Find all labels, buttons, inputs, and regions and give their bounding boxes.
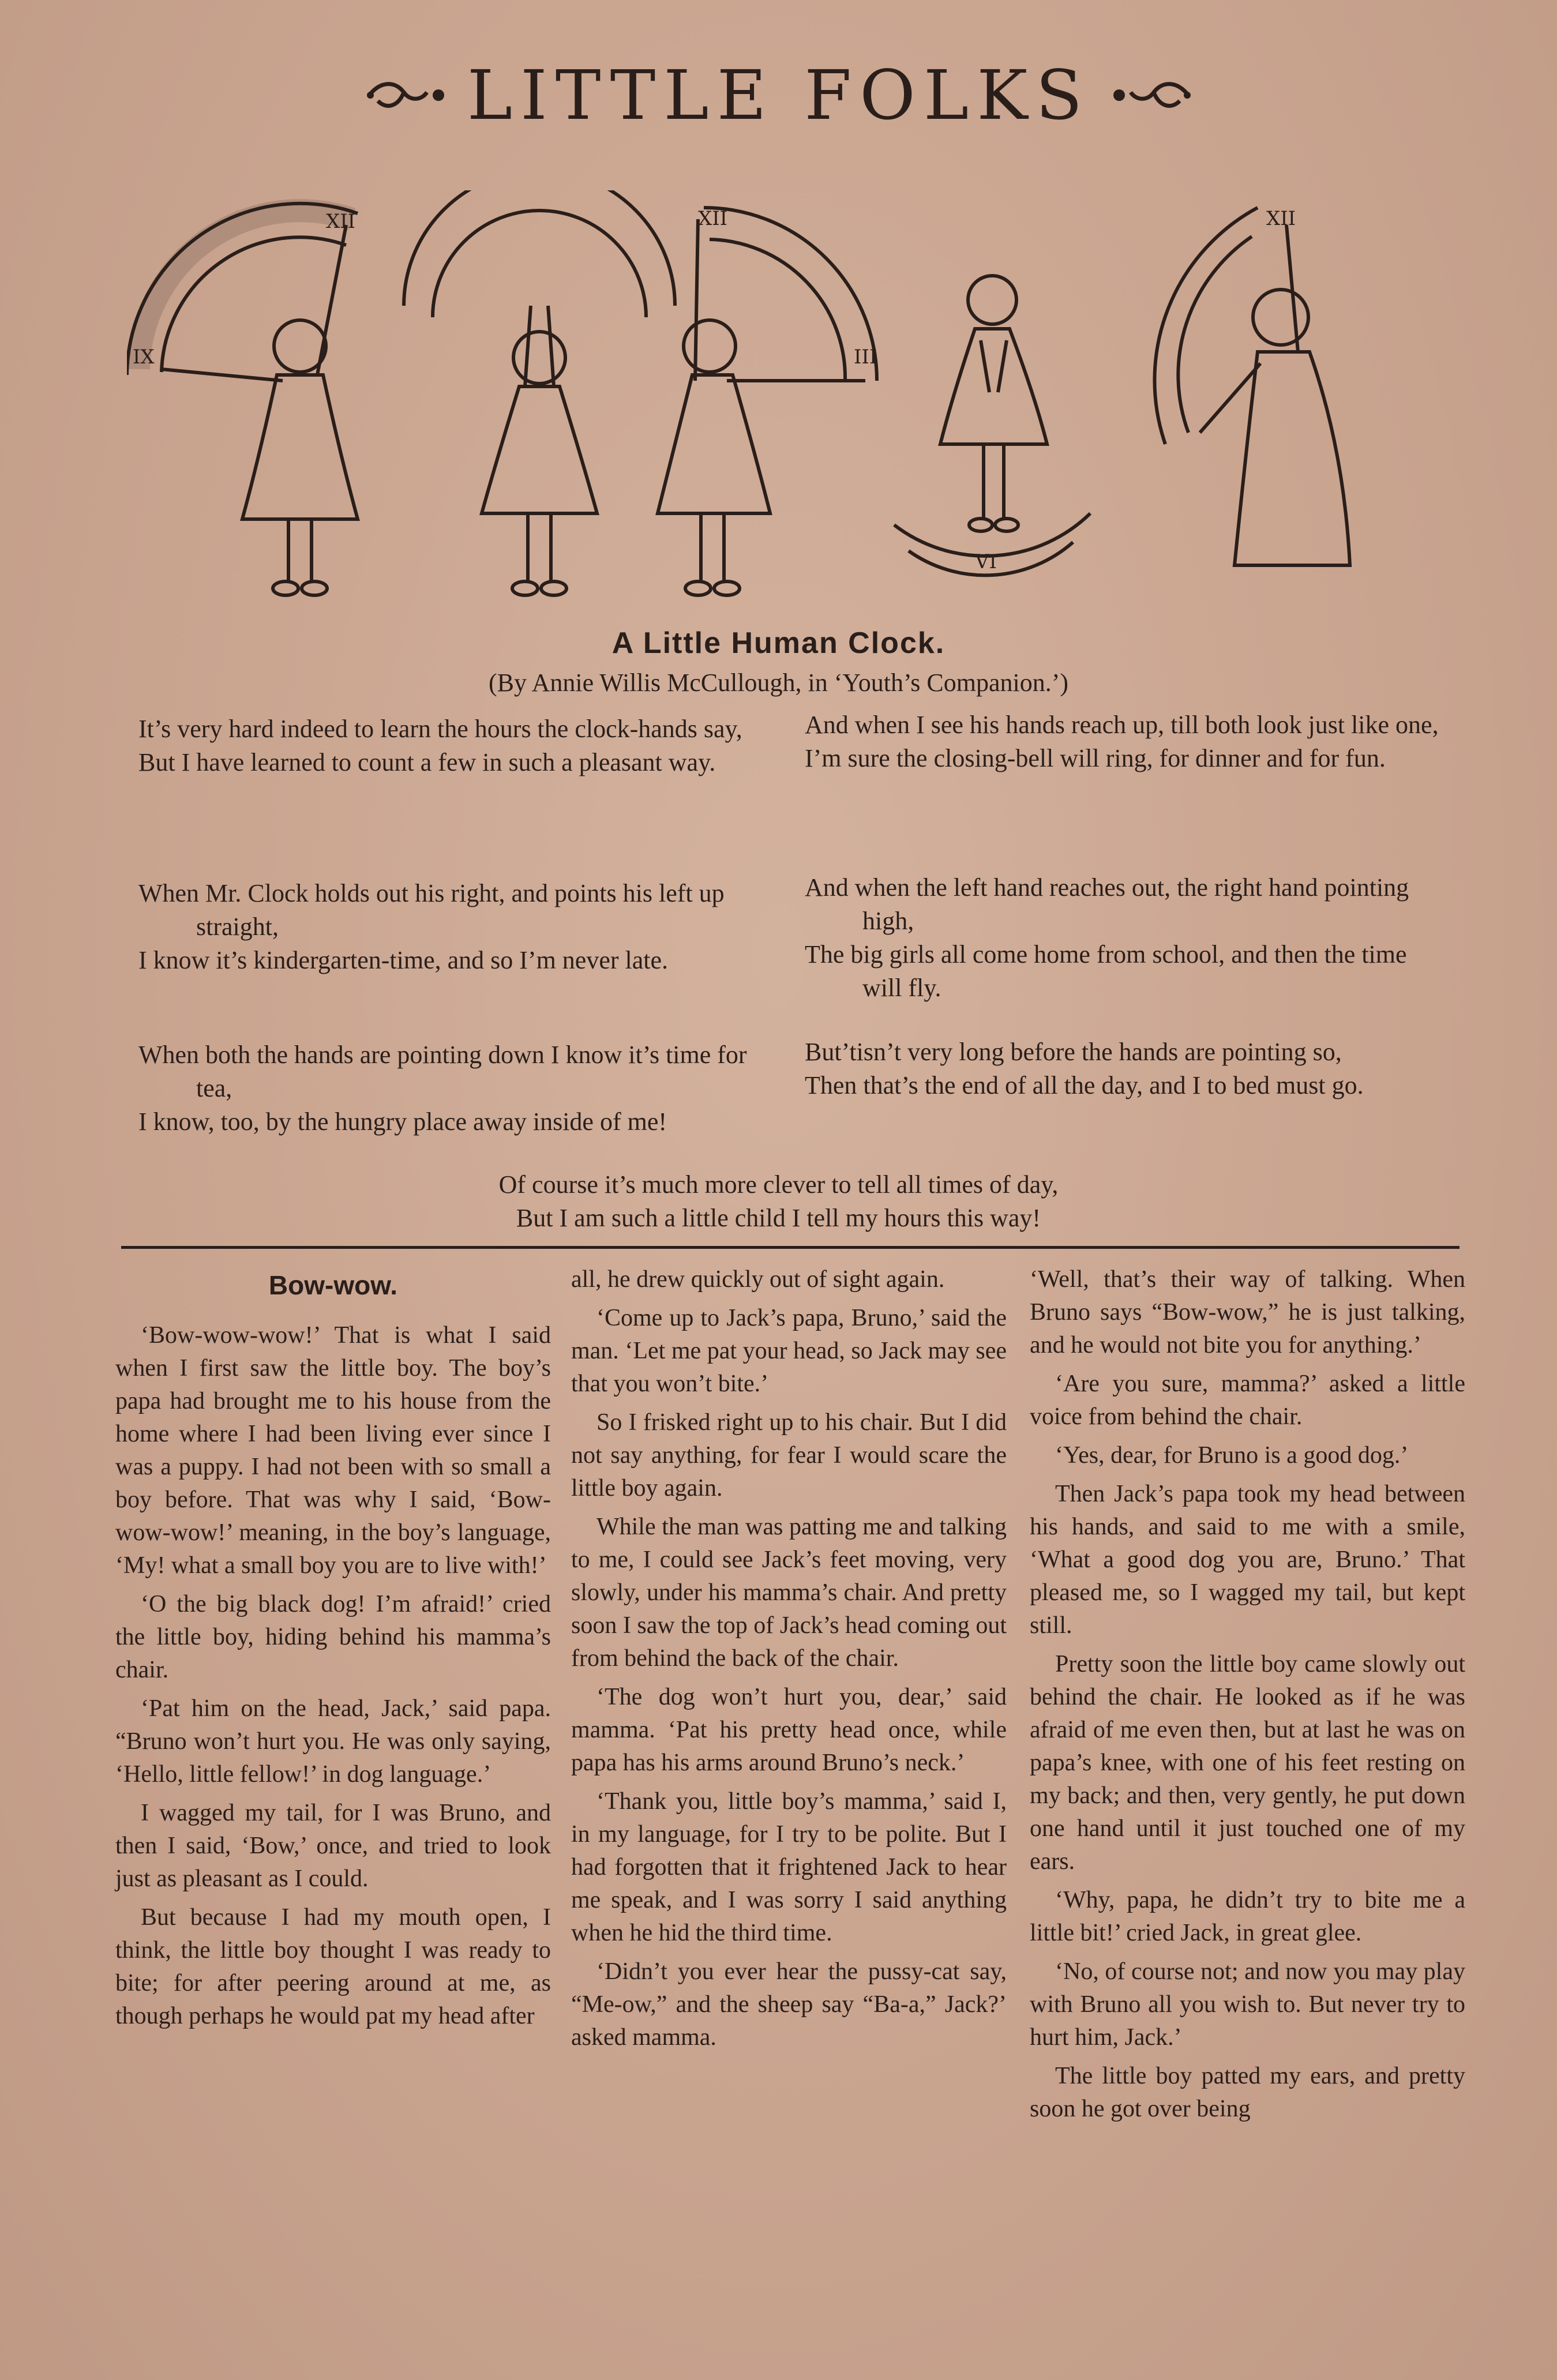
poem-title: A Little Human Clock.	[611, 626, 946, 660]
story-title: Bow-wow.	[268, 1270, 398, 1300]
section-divider	[121, 1246, 1460, 1249]
girl-figure-3	[658, 208, 877, 595]
poem-line: But’tisn’t very long before the hands are pointing so,	[805, 1038, 1342, 1066]
poem-stanza-right-2	[805, 871, 1451, 1005]
poem-closing-line-2: But I am such a little child I tell my hours this way!	[516, 1204, 1041, 1232]
numeral-iii-3: III	[854, 346, 877, 369]
girl-figure-2	[404, 190, 675, 595]
story-paragraph: ‘Yes, dear, for Bruno is a good dog.’	[1055, 1442, 1409, 1469]
poem-stanza-left-2	[138, 877, 761, 977]
story-paragraph: ‘O the big black dog! I’m afraid!’ cried the little boy, hiding behind his mamma’s chair.	[115, 1591, 551, 1683]
story-paragraph: ‘Bow-wow-wow!’ That is what I said when I first saw the little boy. The boy’s papa had brought me to his house from the home where I had been living ever since I was a puppy. I had not been with so small a boy before. That was why I said, ‘Bow-wow-wow!’ meaning, in the boy’s language, ‘My! what a small boy you are to live with!’	[115, 1322, 551, 1579]
story-paragraph: The little boy patted my ears, and pretty soon he got over being	[1030, 2063, 1465, 2122]
poem-line: It’s very hard indeed to learn the hours the clock-hands say,	[138, 715, 742, 743]
numeral-xii-5: XII	[1266, 207, 1296, 230]
story-paragraph: ‘Come up to Jack’s papa, Bruno,’ said the man. ‘Let me pat your head, so Jack may see that you won’t bite.’	[571, 1305, 1007, 1397]
poem-line: But I have learned to count a few in such a pleasant way.	[138, 748, 716, 776]
masthead	[346, 55, 1211, 136]
story-paragraph: ‘Well, that’s their way of talking. When Bruno says “Bow-wow,” he is just talking, and he would not bite you for anything.’	[1030, 1266, 1465, 1358]
poem-stanza-left-3	[138, 1038, 761, 1139]
story-paragraph: ‘Why, papa, he didn’t try to bite me a little bit!’ cried Jack, in great glee.	[1030, 1887, 1465, 1946]
poem-line: I’m sure the closing-bell will ring, for dinner and for fun.	[805, 744, 1386, 772]
story-paragraph: While the man was patting me and talking to me, I could see Jack’s feet moving, very slowly, under his mamma’s chair. And pretty soon I saw the top of Jack’s head coming out from behind the back of the chair.	[571, 1514, 1007, 1672]
right-flourish-ornament	[1108, 75, 1194, 115]
numeral-vi-4: VI	[975, 550, 997, 573]
poem-line: And when I see his hands reach up, till both look just like one,	[805, 711, 1439, 739]
story-paragraph: ‘Are you sure, mamma?’ asked a little voice from behind the chair.	[1030, 1371, 1465, 1430]
girl-figure-5	[1154, 208, 1350, 565]
girl-figure-4	[894, 276, 1090, 575]
story-paragraph: ‘Pat him on the head, Jack,’ said papa. “Bruno won’t hurt you. He was only saying, ‘Hello, little fellow!’ in dog language.’	[115, 1695, 551, 1788]
left-flourish-ornament	[363, 75, 450, 115]
story-paragraph: ‘Thank you, little boy’s mamma,’ said I, in my language, for I try to be polite. But I had forgotten that it frightened Jack to hear me speak, and I was sorry I said anything when he hid the third time.	[571, 1788, 1007, 1946]
masthead-title: LITTLE FOLKS	[467, 55, 1091, 135]
human-clock-illustration	[127, 190, 1413, 629]
numeral-xii-3: XII	[698, 207, 728, 230]
numeral-ix-1: IX	[133, 346, 155, 369]
story-paragraph: I wagged my tail, for I was Bruno, and then I said, ‘Bow,’ once, and tried to look just as pleasant as I could.	[115, 1800, 551, 1892]
poem-stanza-right-3	[805, 1035, 1451, 1102]
story-column-1	[115, 1263, 551, 2039]
story-paragraph: But because I had my mouth open, I think, the little boy thought I was ready to bite; for after peering around at me, as though perhaps he would pat my head after	[115, 1904, 551, 2029]
poem-line: Then that’s the end of all the day, and I to bed must go.	[805, 1071, 1364, 1099]
poem-line: When Mr. Clock holds out his right, and points his left up straight,	[138, 879, 725, 941]
girl-figure-1	[127, 204, 358, 595]
story-paragraph: Then Jack’s papa took my head between his hands, and said to me with a smile, ‘What a good dog you are, Bruno.’ That pleased me, so I wagged my tail, but kept still.	[1030, 1481, 1465, 1639]
poem-byline: (By Annie Willis McCullough, in ‘Youth’s Companion.’)	[489, 669, 1068, 697]
poem-line: The big girls all come home from school, and then the time will fly.	[805, 940, 1407, 1002]
poem-line: When both the hands are pointing down I know it’s time for tea,	[138, 1041, 747, 1102]
poem-stanza-right-1	[805, 708, 1451, 775]
poem-line: I know, too, by the hungry place away inside of me!	[138, 1108, 667, 1136]
poem-line: And when the left hand reaches out, the right hand pointing high,	[805, 873, 1409, 935]
story-paragraph: Pretty soon the little boy came slowly out behind the chair. He looked as if he was afraid of me even then, but at last he was on papa’s knee, with one of his feet resting on my back; and then, very gently, he put down one hand until it just touched one of my ears.	[1030, 1651, 1465, 1875]
story-paragraph: So I frisked right up to his chair. But I did not say anything, for fear I would scare the little boy again.	[571, 1409, 1007, 1501]
poem-stanza-left-1	[138, 712, 761, 779]
poem-line: I know it’s kindergarten-time, and so I’m never late.	[138, 946, 669, 974]
story-column-2	[571, 1263, 1007, 2060]
story-paragraph: ‘No, of course not; and now you may play with Bruno all you wish to. But never try to hurt him, Jack.’	[1030, 1958, 1465, 2051]
story-paragraph: ‘Didn’t you ever hear the pussy-cat say, “Me-ow,” and the sheep say “Ba-a,” Jack?’ asked mamma.	[571, 1958, 1007, 2051]
story-column-3	[1030, 1263, 1465, 2131]
story-paragraph: all, he drew quickly out of sight again.	[571, 1266, 945, 1293]
poem-closing-line-1: Of course it’s much more clever to tell all times of day,	[498, 1170, 1059, 1199]
numeral-xii-1: XII	[326, 210, 356, 233]
story-paragraph: ‘The dog won’t hurt you, dear,’ said mamma. ‘Pat his pretty head once, while papa has his arms around Bruno’s neck.’	[571, 1684, 1007, 1776]
